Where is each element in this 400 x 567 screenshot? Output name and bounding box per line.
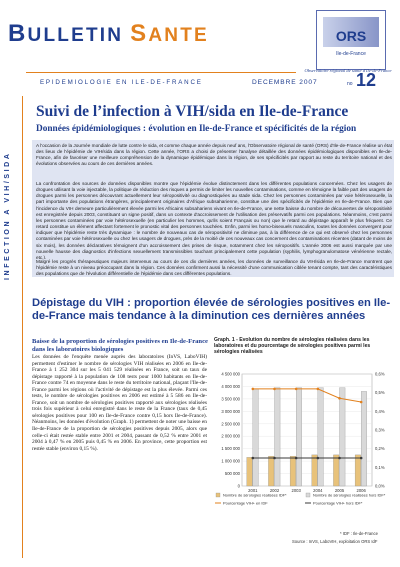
series-point [273, 457, 276, 460]
y-left-tick-label: 2 500 000 [221, 421, 240, 427]
article-subtitle: Données épidémiologiques : évolution en Ile-de-France et spécificités de la région [36, 124, 357, 134]
bar [312, 455, 318, 486]
bar [361, 391, 367, 486]
issue-number-prefix: no [347, 81, 353, 87]
y-left-tick-label: 1 500 000 [221, 446, 240, 452]
legend-swatch [216, 493, 220, 497]
y-right-tick-label: 0,0% [375, 483, 385, 489]
graph-source: Source : InVS, LaboVIH, exploitation ORS IdF [292, 539, 378, 544]
y-right-tick-label: 0,5% [375, 390, 385, 396]
bar [253, 389, 259, 486]
series-point [338, 397, 341, 400]
y-left-tick-label: 3 500 000 [221, 396, 240, 402]
y-right-tick-label: 0,1% [375, 464, 385, 470]
y-left-tick-label: 0 [237, 483, 240, 489]
serology-chart [212, 368, 398, 528]
logo-text: ORS [335, 28, 367, 44]
bar [275, 388, 281, 486]
ors-logo [316, 10, 386, 70]
y-right-tick-label: 0,3% [375, 427, 385, 433]
plot-area [242, 374, 372, 486]
legend-label: Nombre de sérologies réalisées IDF* [223, 492, 287, 498]
bar [333, 455, 339, 486]
x-tick-label: 2002 [269, 488, 280, 493]
y-left-tick-label: 4 500 000 [221, 371, 240, 377]
bar [355, 455, 361, 486]
side-label: INFECTION A VIH/SIDA [4, 151, 11, 280]
bulletin-title: BULLETIN SANTE [8, 20, 209, 47]
series-point [360, 401, 363, 404]
series-point [295, 388, 298, 391]
y-left-tick-label: 3 000 000 [221, 408, 240, 414]
y-right-tick-label: 0,2% [375, 446, 385, 452]
bar [340, 388, 346, 486]
legend-swatch [306, 493, 310, 497]
y-right-tick-label: 0,6% [375, 371, 385, 377]
series-point [273, 388, 276, 391]
series-point [317, 388, 320, 391]
intro-paragraph-2: La confrontation des sources de données disponibles montre que l'épidémie évolue distinctement dans les différentes populations concernées. Chez les usagers de drogues utilisant la voie injectable, la politique de réduction des risques a permis de limiter les nouvelles contaminations, comme en témoigne la faible part des usagers de drogues parmi les personnes découvrant actuellement leur séropositivité ou diagnostiquées au stade sida. Chez les personnes contaminées par voie hétérosexuelle, la part importante des populations étrangères, principalement originaires d'Afrique subsaharienne, constitue une des spécificités de l'épidémie en Ile-de-France. Bien que l'incidence du VIH demeure particulièrement élevée parmi les Africains subsahariens vivant en Ile-de-France, une nette baisse du nombre de découvertes de séropositivité est enregistrée depuis 2003, constituant un signe positif, dans un contexte d'accroissement de l'utilisation des préservatifs parmi ces populations. Néanmoins, c'est parmi les personnes contaminées par voie hétérosexuelle (en particulier les hommes, qu'ils soient Français ou non) que le retard au dépistage apparaît le plus fréquent. Ce retard constitue un élément affectant fortement le pronostic vital des personnes touchées. Enfin, parmi les homo-bisexuels masculins, toutes les données convergent pour indiquer que l'épidémie reste très dynamique : le nombre de nouveaux cas de séropositivité ne diminue pas, à la différence de ce qui est observé chez les personnes contaminées par voie hétérosexuelle ou chez les usagers de drogues, près de la moitié de ces nouveaux cas concernent des contaminations récentes (datant de moins de six mois), les données déclaratives témoignent d'un accroissement des prises de risque, notamment chez les séropositifs. L'année 2006 est aussi marquée par une nouvelle hausse des diagnostics d'infections sexuellement transmissibles touchant principalement cette population (syphilis, lymphogranulomatose vénérienne rectale, etc.). [36, 181, 392, 259]
side-divider [22, 96, 23, 558]
legend-label: Pourcentage VIH+ en IDF [223, 500, 268, 506]
legend-label: Nombre de sérologies réalisées hors IDF* [313, 492, 386, 498]
y-left-tick-label: 4 000 000 [221, 383, 240, 389]
y-left-tick-label: 1 000 000 [221, 458, 240, 464]
issue-date: DECEMBRE 2007 [252, 79, 318, 86]
x-tick-label: 2005 [334, 488, 345, 493]
x-tick-label: 2001 [248, 488, 258, 493]
bar [268, 456, 274, 486]
column-heading: Baisse de la proportion de sérologies positives en Ile-de-France dans les laboratoires biologiques [32, 338, 208, 353]
intro-paragraph-3: Malgré les progrès thérapeutiques majeurs intervenus au cours de ces dix dernières années, les données de surveillance du VIH/sida en Ile-de-France montrent que l'épidémie reste à un niveau préoccupant dans la région. Ces données confirment aussi la nécessité d'une communication ciblée tenant compte, tant des caractéristiques des populations que de l'évolution différentielle de l'épidémie dans ces différentes populations. [36, 259, 392, 277]
article-title: Suivi de l’infection à VIH/sida en Ile-de-France [36, 103, 349, 120]
x-tick-label: 2006 [356, 488, 366, 493]
issue-number: 12 [356, 70, 377, 90]
series-point [360, 457, 363, 460]
logo-tagline: Observatoire régional de santé d'Ile-de-France [304, 68, 392, 73]
header-divider [26, 72, 296, 73]
graph-caption: Graph. 1 - Evolution du nombre de sérologies réalisées dans les laboratoires et du pourcentage de sérologies positives parmi les sérologies réalisées [214, 337, 371, 356]
bar [318, 388, 324, 486]
y-right-tick-label: 0,4% [375, 408, 385, 414]
bar [296, 388, 302, 486]
series-point [252, 457, 255, 460]
x-tick-label: 2003 [291, 488, 301, 493]
series-point [295, 457, 298, 460]
column-text: Les données de l'enquête menée auprès des laboratoires (InVS, LaboVIH) permettent d'estimer le nombre de sérologies VIH réalisées en 2006 en Ile-de-France à 1 252 304 sur les 5 041 529 réalisées en France, soit un taux de dépistage rapporté à la population de 108 tests pour 1000 habitants en Ile-de-France contre 74 en moyenne dans le reste du territoire national, plaçant l'Ile-de-France parmi les régions où l'activité de dépistage est la plus élevée. Parmi ces tests, le nombre de sérologies positives en 2006 est estimé à 5 586 en Ile-de-France, soit un nombre de sérologies positives rapporté aux sérologies réalisées trois fois supérieur à celui enregistré dans le reste de la France (taux de 0,45 sérologies positives pour 100 en Ile-de-France contre 0,15 hors Ile-de-France). Néanmoins, les données d'évolution (Graph. 1) permettent de noter une baisse en Ile-de-France de la proportion de sérologies positives depuis 2005, alors que celle-ci était restée stable entre 2001 et 2004, passant de 0,52 % entre 2001 et 2004 à 0,47 % en 2005 puis 0,45 % en 2006. En province, cette proportion est restée stable (environ 0,15 %). [32, 354, 207, 452]
logo-subtext: Ile-de-France [336, 51, 366, 57]
series-point [338, 457, 341, 460]
y-left-tick-label: 500 000 [224, 471, 240, 477]
y-left-tick-label: 2 000 000 [221, 433, 240, 439]
intro-paragraph-1: A l'occasion de la Journée mondiale de lutte contre le sida, et comme chaque année depuis neuf ans, l'Observatoire régional de santé (ORS) d'Ile-de-France réalise un état des lieux de l'épidémie de VIH/sida dans la région. Cette année, l'ORS a choisi de présenter l'analyse détaillée des données épidémiologiques disponibles en Ile-de-France, afin de favoriser une meilleure compréhension de la dynamique épidémique dans la région, de ses spécificités par rapport au reste du territoire national et des évolutions observées au cours de ces dernières années. [36, 143, 392, 167]
bar [290, 456, 296, 486]
series-point [317, 457, 320, 460]
section-title: Dépistage du VIH : proportion élevée de sérologies positives en Ile-de-France mais tendance à la diminution ces dernières années [32, 297, 391, 322]
bulletin-subhead: EPIDEMIOLOGIE EN ILE-DE-FRANCE [40, 79, 203, 86]
legend-label: Pourcentage VIH+ hors IDF* [313, 500, 363, 506]
graph-footnote: * IDF : Ile-de-France [340, 531, 378, 536]
x-tick-label: 2004 [313, 488, 323, 493]
series-point [252, 388, 255, 391]
bar [247, 457, 253, 486]
